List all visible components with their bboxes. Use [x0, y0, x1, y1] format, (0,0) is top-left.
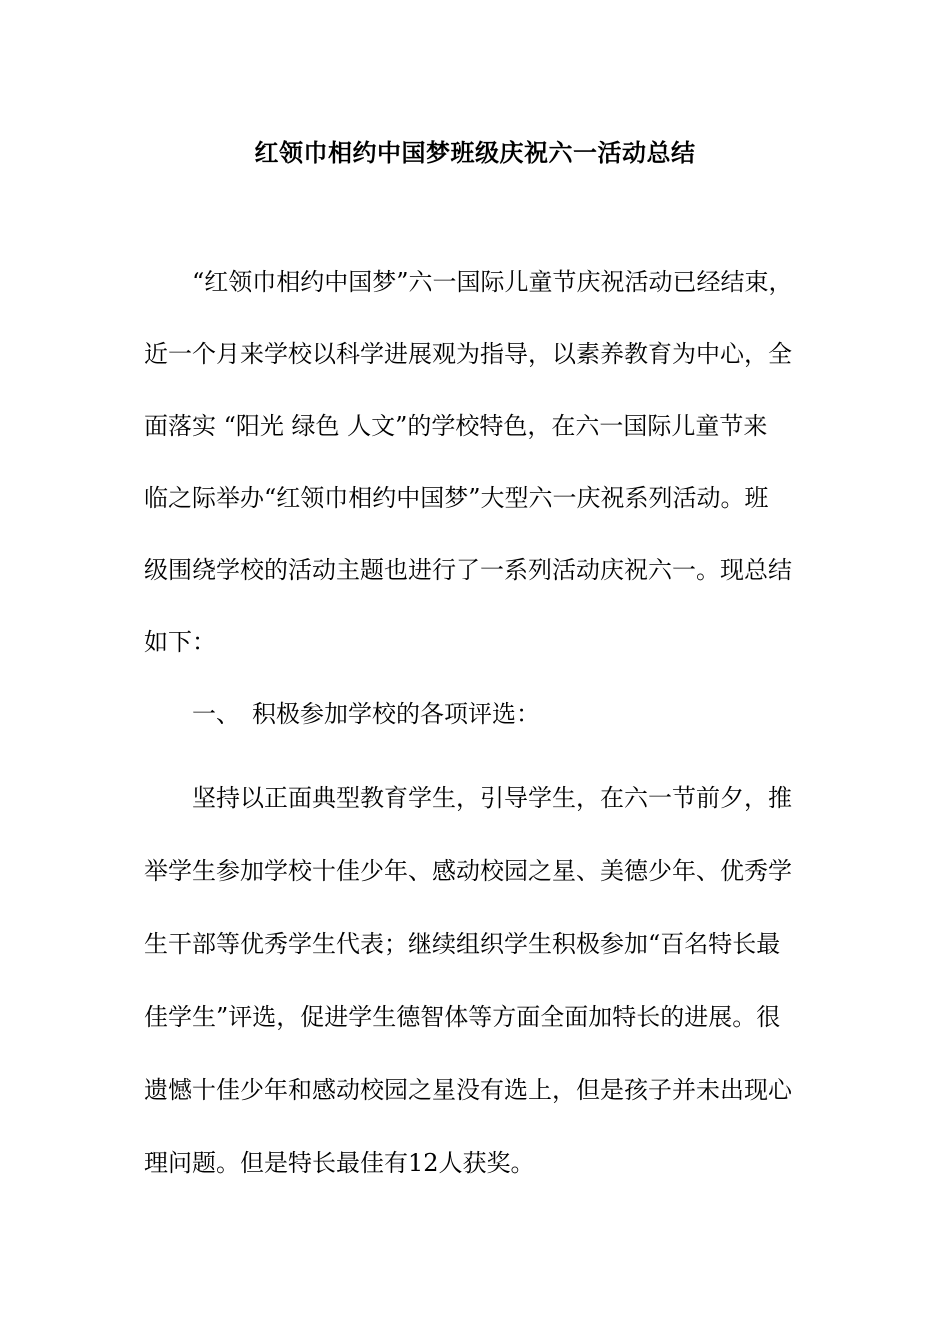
paragraph-line: 遗憾十佳少年和感动校园之星没有选上，但是孩子并未出现心	[144, 1076, 792, 1104]
paragraph-line: 面落实 “阳光 绿色 人文”的学校特色，在六一国际儿童节来	[144, 412, 768, 440]
paragraph-line: 近一个月来学校以科学进展观为指导，以素养教育为中心，全	[144, 340, 792, 368]
paragraph-line: 临之际举办“红领巾相约中国梦”大型六一庆祝系列活动。班	[144, 484, 769, 512]
paragraph-line: “红领巾相约中国梦”六一国际儿童节庆祝活动已经结束，	[144, 268, 793, 296]
paragraph-line: 如下：	[144, 628, 216, 656]
paragraph-line: 生干部等优秀学生代表；继续组织学生积极参加“百名特长最	[144, 930, 781, 958]
document-title: 红领巾相约中国梦班级庆祝六一活动总结	[254, 138, 696, 167]
paragraph-line: 举学生参加学校十佳少年、感动校园之星、美德少年、优秀学	[144, 857, 792, 885]
paragraph-line: 坚持以正面典型教育学生，引导学生，在六一节前夕，推	[144, 784, 792, 812]
section-heading: 一、 积极参加学校的各项评选：	[144, 700, 540, 728]
paragraph-line: 理问题。但是特长最佳有12人获奖。	[144, 1149, 535, 1177]
paragraph-line: 佳学生”评选，促进学生德智体等方面全面加特长的进展。很	[144, 1003, 781, 1031]
paragraph-line: 级围绕学校的活动主题也进行了一系列活动庆祝六一。现总结	[144, 556, 792, 584]
